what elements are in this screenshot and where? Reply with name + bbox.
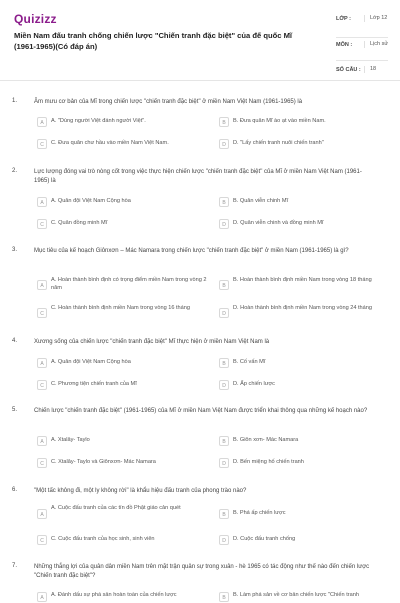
option-text: B. Phá ấp chiến lược bbox=[233, 510, 286, 516]
option-letter: B bbox=[219, 197, 229, 207]
option-letter: A bbox=[37, 358, 47, 368]
option-text: C. Xtalây- Taylo và Giônxơn- Mác Namara bbox=[51, 459, 156, 465]
option-text: D. Quân viễn chinh và đồng minh Mĩ bbox=[233, 220, 324, 226]
option-text: A. Cuộc đấu tranh của các tín đồ Phật giáo cản quét bbox=[51, 505, 181, 511]
option-letter: D bbox=[219, 535, 229, 545]
option-letter: D bbox=[219, 458, 229, 468]
question-number: 5. bbox=[12, 407, 18, 413]
question-text: "Một tấc không đi, một ly không rời" là khẩu hiệu đấu tranh của phong trào nào? bbox=[34, 488, 247, 494]
subject-value: Lịch sử bbox=[364, 41, 392, 48]
meta-divider bbox=[336, 37, 388, 38]
option-letter: C bbox=[37, 458, 47, 468]
class-value: Lớp 12 bbox=[364, 15, 392, 22]
option-text: D. Bến miệng hố chiến tranh bbox=[233, 459, 304, 465]
question-text: Âm mưu cơ bản của Mĩ trong chiến lược "chiến tranh đặc biệt" ở miền Nam Việt Nam (1961-1965) là bbox=[34, 99, 303, 105]
option-text: D. Cuộc đấu tranh chống bbox=[233, 536, 296, 542]
option-letter: B bbox=[219, 509, 229, 519]
option-text: B. Làm phá sản về cơ bản chiến lược "Chiến tranh bbox=[233, 592, 359, 598]
brand-logo[interactable]: Quizizz bbox=[14, 12, 57, 26]
question-number: 1. bbox=[12, 98, 18, 104]
option-letter: C bbox=[37, 219, 47, 229]
option-text: A. Đánh dấu sự phá sản hoàn toàn của chiến lược bbox=[51, 592, 177, 598]
question-text: Mục tiêu của kế hoạch Giônxơn – Mác Namara trong chiến lược "chiến tranh đặc biệt" ở miền Nam (1961-1965) là gì? bbox=[34, 248, 349, 254]
option-text: A. Quân đội Việt Nam Cộng hòa bbox=[51, 359, 131, 365]
question-number: 4. bbox=[12, 338, 18, 344]
option-text: C. Đưa quân chư hầu vào miền Nam Việt Nam. bbox=[51, 140, 169, 146]
option-text: A. Quân đội Việt Nam Cộng hòa bbox=[51, 198, 131, 204]
count-label: SỐ CÂU : bbox=[336, 67, 361, 73]
option-letter: A bbox=[37, 117, 47, 127]
question-text: Những thắng lợi của quân dân miền Nam trên mặt trận quân sự trong xuân - hè 1965 có tác động như thế nào đến chiến lược "Chiến tranh đặc biệt"? bbox=[34, 564, 370, 579]
count-value: 18 bbox=[364, 66, 392, 73]
question-text: Xương sống của chiến lược "chiến tranh đặc biệt" Mĩ thực hiện ở miền Nam Việt Nam là bbox=[34, 339, 270, 345]
option-letter: D bbox=[219, 380, 229, 390]
option-text: D. "Lấy chiến tranh nuôi chiến tranh" bbox=[233, 140, 324, 146]
option-text: B. Quân viễn chinh Mĩ bbox=[233, 198, 289, 204]
option-letter: B bbox=[219, 592, 229, 602]
option-letter: D bbox=[219, 308, 229, 318]
question-number: 3. bbox=[12, 247, 18, 253]
option-letter: C bbox=[37, 380, 47, 390]
option-text: C. Quân đồng minh Mĩ bbox=[51, 220, 108, 226]
meta-divider bbox=[336, 60, 388, 61]
option-text: C. Cuộc đấu tranh của học sinh, sinh viên bbox=[51, 536, 155, 542]
question-text: Lực lượng đóng vai trò nòng cốt trong việc thực hiện chiến lược "chiến tranh đặc biệt" của Mĩ ở miền Nam Việt Nam (1961-1965) là bbox=[34, 169, 362, 184]
option-text: B. Đưa quân Mĩ ào ạt vào miền Nam. bbox=[233, 118, 326, 124]
option-letter: C bbox=[37, 308, 47, 318]
option-letter: B bbox=[219, 117, 229, 127]
option-text: C. Phương tiện chiến tranh của Mĩ bbox=[51, 381, 137, 387]
document-header bbox=[0, 0, 400, 81]
option-letter: C bbox=[37, 139, 47, 149]
option-letter: A bbox=[37, 436, 47, 446]
option-text: B. Hoàn thành bình định miền Nam trong vòng 18 tháng bbox=[233, 277, 372, 283]
document-title: Miền Nam đấu tranh chống chiến lược "Chiến tranh đặc biệt" của đế quốc Mĩ (1961-1965)(Có đáp án) bbox=[14, 31, 293, 51]
option-letter: A bbox=[37, 197, 47, 207]
option-letter: B bbox=[219, 436, 229, 446]
option-text: B. Giôn xơn- Mác Namara bbox=[233, 437, 299, 443]
option-letter: B bbox=[219, 358, 229, 368]
question-number: 2. bbox=[12, 168, 18, 174]
option-text: A. "Dùng người Việt đánh người Việt". bbox=[51, 118, 146, 124]
subject-label: MÔN : bbox=[336, 42, 353, 48]
option-text: D. Ấp chiến lược bbox=[233, 381, 275, 387]
option-text: A. Hoàn thành bình định có trọng điểm miền Nam trong vòng 2 năm bbox=[51, 277, 207, 291]
option-letter: A bbox=[37, 592, 47, 602]
option-letter: A bbox=[37, 280, 47, 290]
option-letter: D bbox=[219, 139, 229, 149]
option-text: B. Cố vấn Mĩ bbox=[233, 359, 266, 365]
question-number: 7. bbox=[12, 563, 18, 569]
question-number: 6. bbox=[12, 487, 18, 493]
option-text: D. Hoàn thành bình định miền Nam trong vòng 24 tháng bbox=[233, 305, 373, 311]
option-text: C. Hoàn thành bình định miền Nam trong vòng 16 tháng bbox=[51, 305, 191, 311]
option-text: A. Xtalây- Taylo bbox=[51, 437, 90, 443]
option-letter: B bbox=[219, 280, 229, 290]
class-label: LỚP : bbox=[336, 16, 351, 22]
option-letter: C bbox=[37, 535, 47, 545]
option-letter: D bbox=[219, 219, 229, 229]
option-letter: A bbox=[37, 509, 47, 519]
question-text: Chiến lược "chiến tranh đặc biệt" (1961-1965) của Mĩ ở miền Nam Việt Nam được triển khai thông qua những kế hoạch nào? bbox=[34, 408, 368, 414]
